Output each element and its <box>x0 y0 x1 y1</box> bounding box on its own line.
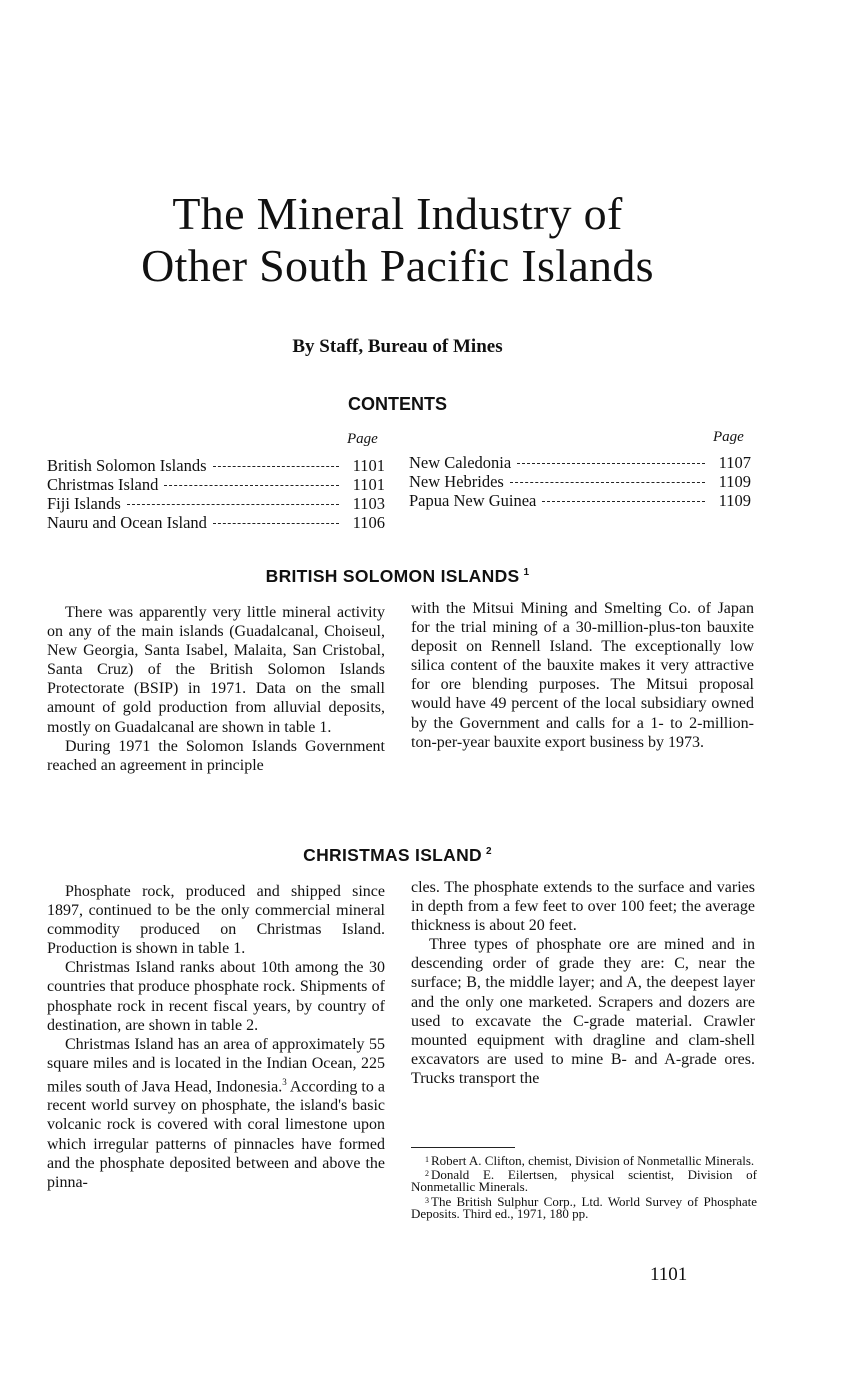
toc-entry <box>47 456 385 475</box>
toc-entry-name: Fiji Islands <box>47 494 121 513</box>
toc-entry-name: Nauru and Ocean Island <box>47 513 207 532</box>
toc-leader <box>542 501 705 502</box>
contents-heading: CONTENTS <box>348 394 447 414</box>
paragraph: During 1971 the Solomon Islands Government reached an agreement in principle <box>47 737 385 774</box>
toc-entry <box>47 513 385 532</box>
paragraph: There was apparently very little mineral activity on any of the main islands (Guadalcanal, Choiseul, New Georgia, Santa Isabel, Malaita, San Cristobal, Santa Cruz) of the British Solomon Islands Protectorate (BSIP) in 1971. Data on the small amount of gold production from alluvial deposits, mostly on Guadalcanal are shown in table 1. <box>47 604 385 736</box>
toc-entry-page: 1101 <box>352 456 385 475</box>
footnotes <box>411 1154 757 1221</box>
toc-right-column <box>409 453 751 510</box>
footnote-ref: 1 <box>523 567 530 578</box>
paragraph: cles. The phosphate extends to the surface and varies in depth from a few feet to over 100 feet; the average thickness is about 20 feet. <box>411 879 755 935</box>
paragraph: Phosphate rock, produced and shipped since 1897, continued to be the only commercial mineral commodity produced on Christmas Island. Production is shown in table 1. <box>47 883 385 958</box>
toc-leader <box>517 463 705 464</box>
toc-entry <box>409 491 751 510</box>
page-number: 1101 <box>650 1264 688 1285</box>
page-title-line-2: Other South Pacific Islands <box>141 240 654 291</box>
page-title-line-1: The Mineral Industry of <box>172 188 623 239</box>
toc-page-header-left: Page <box>347 431 378 447</box>
christmas-left-column <box>47 882 385 1192</box>
toc-entry <box>47 494 385 513</box>
toc-entry-page: 1103 <box>352 494 385 513</box>
toc-entry <box>409 453 751 472</box>
christmas-right-column <box>411 878 755 1088</box>
footnote-text: Robert A. Clifton, chemist, Division of Nonmetallic Minerals. <box>431 1153 755 1168</box>
paragraph-text: According to a recent world survey on phosphate, the island's basic volcanic rock is covered with coral limestone upon which irregular patterns of pinnacles have formed and the phosphate deposited between and above the pinna- <box>47 1078 385 1191</box>
toc-entry-name: New Hebrides <box>409 472 504 491</box>
footnote-number: 3 <box>425 1195 429 1205</box>
toc-entry-name: New Caledonia <box>409 453 512 472</box>
footnote-ref: 2 <box>485 846 492 857</box>
footnote-rule <box>411 1147 515 1148</box>
footnote-text: The British Sulphur Corp., Ltd. World Survey of Phosphate Deposits. Third ed., 1971, 180 pp. <box>411 1193 757 1221</box>
footnote <box>411 1154 757 1167</box>
toc-entry-name: Papua New Guinea <box>409 491 537 510</box>
toc-entry-page: 1109 <box>718 472 751 491</box>
solomon-left-column <box>47 603 385 775</box>
toc-entry-name: British Solomon Islands <box>47 456 207 475</box>
byline: By Staff, Bureau of Mines <box>292 336 503 357</box>
paragraph <box>47 1035 385 1192</box>
section-heading-christmas <box>0 845 795 866</box>
toc-leader <box>127 504 339 505</box>
footnote <box>411 1195 757 1220</box>
paragraph: with the Mitsui Mining and Smelting Co. of Japan for the trial mining of a 30-million-plus-ton bauxite deposit on Rennell Island. The exceptionally low silica content of the bauxite makes it very attractive for ore blending purposes. The Mitsui proposal would have 49 percent of the local subsidiary owned by the Government and calls for a 1- to 2-million-ton-per-year bauxite export business by 1973. <box>411 600 754 751</box>
toc-leader <box>510 482 705 483</box>
toc-leader <box>213 466 339 467</box>
solomon-right-column <box>411 599 754 752</box>
toc-entry-page: 1109 <box>718 491 751 510</box>
section-heading-text: CHRISTMAS ISLAND <box>303 845 482 865</box>
section-heading-text: BRITISH SOLOMON ISLANDS <box>265 566 520 586</box>
footnote-number: 1 <box>425 1155 429 1164</box>
paragraph: Three types of phosphate ore are mined and in descending order of grade they are: C, near the surface; B, the middle layer; and A, the deepest layer and the only one marketed. Scrapers and dozers are used to excavate the C-grade material. Crawler mounted equipment with dragline and clam-shell excavators are used to mine B- and A-grade ores. Trucks transport the <box>411 936 755 1087</box>
toc-entry <box>409 472 751 491</box>
toc-entry-page: 1101 <box>352 475 385 494</box>
toc-leader <box>164 485 339 486</box>
toc-left-column <box>47 456 385 532</box>
paragraph: Christmas Island ranks about 10th among the 30 countries that produce phosphate rock. Shipments of phosphate rock in recent fiscal years, by country of destination, are shown in table 2. <box>47 959 385 1034</box>
toc-entry-page: 1106 <box>352 513 385 532</box>
toc-entry-page: 1107 <box>718 453 751 472</box>
footnote <box>411 1168 757 1193</box>
footnote-number: 2 <box>425 1169 429 1179</box>
toc-entry-name: Christmas Island <box>47 475 159 494</box>
section-heading-solomon <box>0 566 795 587</box>
toc-entry <box>47 475 385 494</box>
toc-leader <box>213 523 339 524</box>
footnote-text: Donald E. Eilertsen, physical scientist, Division of Nonmetallic Minerals. <box>411 1167 757 1195</box>
paragraph-text: Christmas Island has an area of approximately 55 square miles and is located in the Indian Ocean, 225 miles south of Java Head, Indonesia. <box>47 1035 385 1096</box>
toc-page-header-right: Page <box>713 429 744 445</box>
footnote-ref: 3 <box>282 1076 287 1087</box>
